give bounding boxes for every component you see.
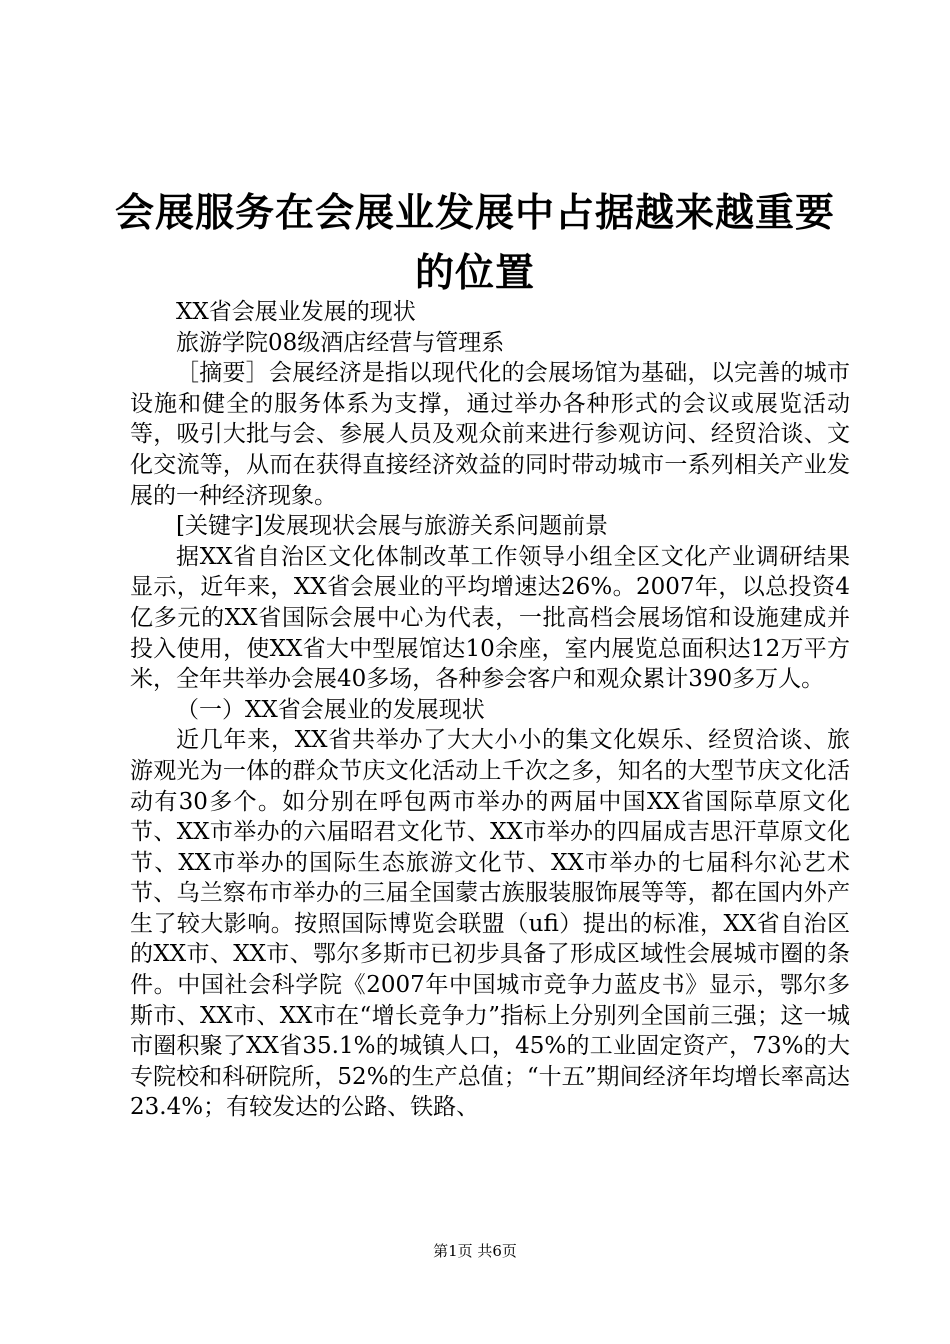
subtitle-paragraph: XX省会展业发展的现状 [176, 299, 416, 325]
keywords-paragraph: [关键字]发展现状会展与旅游关系问题前景 [176, 513, 608, 540]
author-affiliation: 旅游学院08级酒店经营与管理系 [176, 329, 505, 356]
section-heading: （一）XX省会展业的发展现状 [176, 696, 485, 723]
body-paragraph: 近几年来，XX省共举办了大大小小的集文化娱乐、经贸洽谈、旅游观光为一体的群众节庆文化活动上千次之多，知名的大型节庆文化活动有30多个。如分别在呼包两市举办的两届中国XX省国际草原文化节、XX市举办的六届昭君文化节、XX市举办的四届成吉思汗草原文化节、XX市举办的国际生态旅游文化节、XX市举办的七届科尔沁艺术节、乌兰察布市举办的三届全国蒙古族服装服饰展等等，都在国内外产生了较大影响。按照国际博览会联盟（ufi）提出的标准，XX省自治区的XX市、XX市、鄂尔多斯市已初步具备了形成区域性会展城市圈的条件。中国社会科学院《2007年中国城市竞争力蓝皮书》显示，鄂尔多斯市、XX市、XX市在“增长竞争力”指标上分别列全国前三强；这一城市圈积聚了XX省35.1%的城镇人口，45%的工业固定资产，73%的大专院校和科研院所，52%的生产总值；“十五”期间经济年均增长率高达23.4%；有较发达的公路、铁路、 [130, 727, 850, 1121]
body-paragraph: 据XX省自治区文化体制改革工作领导小组全区文化产业调研结果显示，近年来，XX省会展业的平均增速达26%。2007年，以总投资4亿多元的XX省国际会展中心为代表，一批高档会展场馆和设施建成并投入使用，使XX省大中型展馆达10余座，室内展览总面积达12万平方米，全年共举办会展40多场，各种参会客户和观众累计390多万人。 [130, 543, 850, 693]
document-body [130, 297, 850, 1123]
document-title: 会展服务在会展业发展中占据越来越重要的位置 [114, 190, 835, 296]
abstract-paragraph: ［摘要］会展经济是指以现代化的会展场馆为基础，以完善的城市设施和健全的服务体系为支撑，通过举办各种形式的会议或展览活动等，吸引大批与会、参展人员及观众前来进行参观访问、经贸洽谈、文化交流等，从而在获得直接经济效益的同时带动城市一系列相关产业发展的一种经济现象。 [130, 360, 850, 509]
page-footer: 第1页 共6页 [433, 1242, 517, 1260]
